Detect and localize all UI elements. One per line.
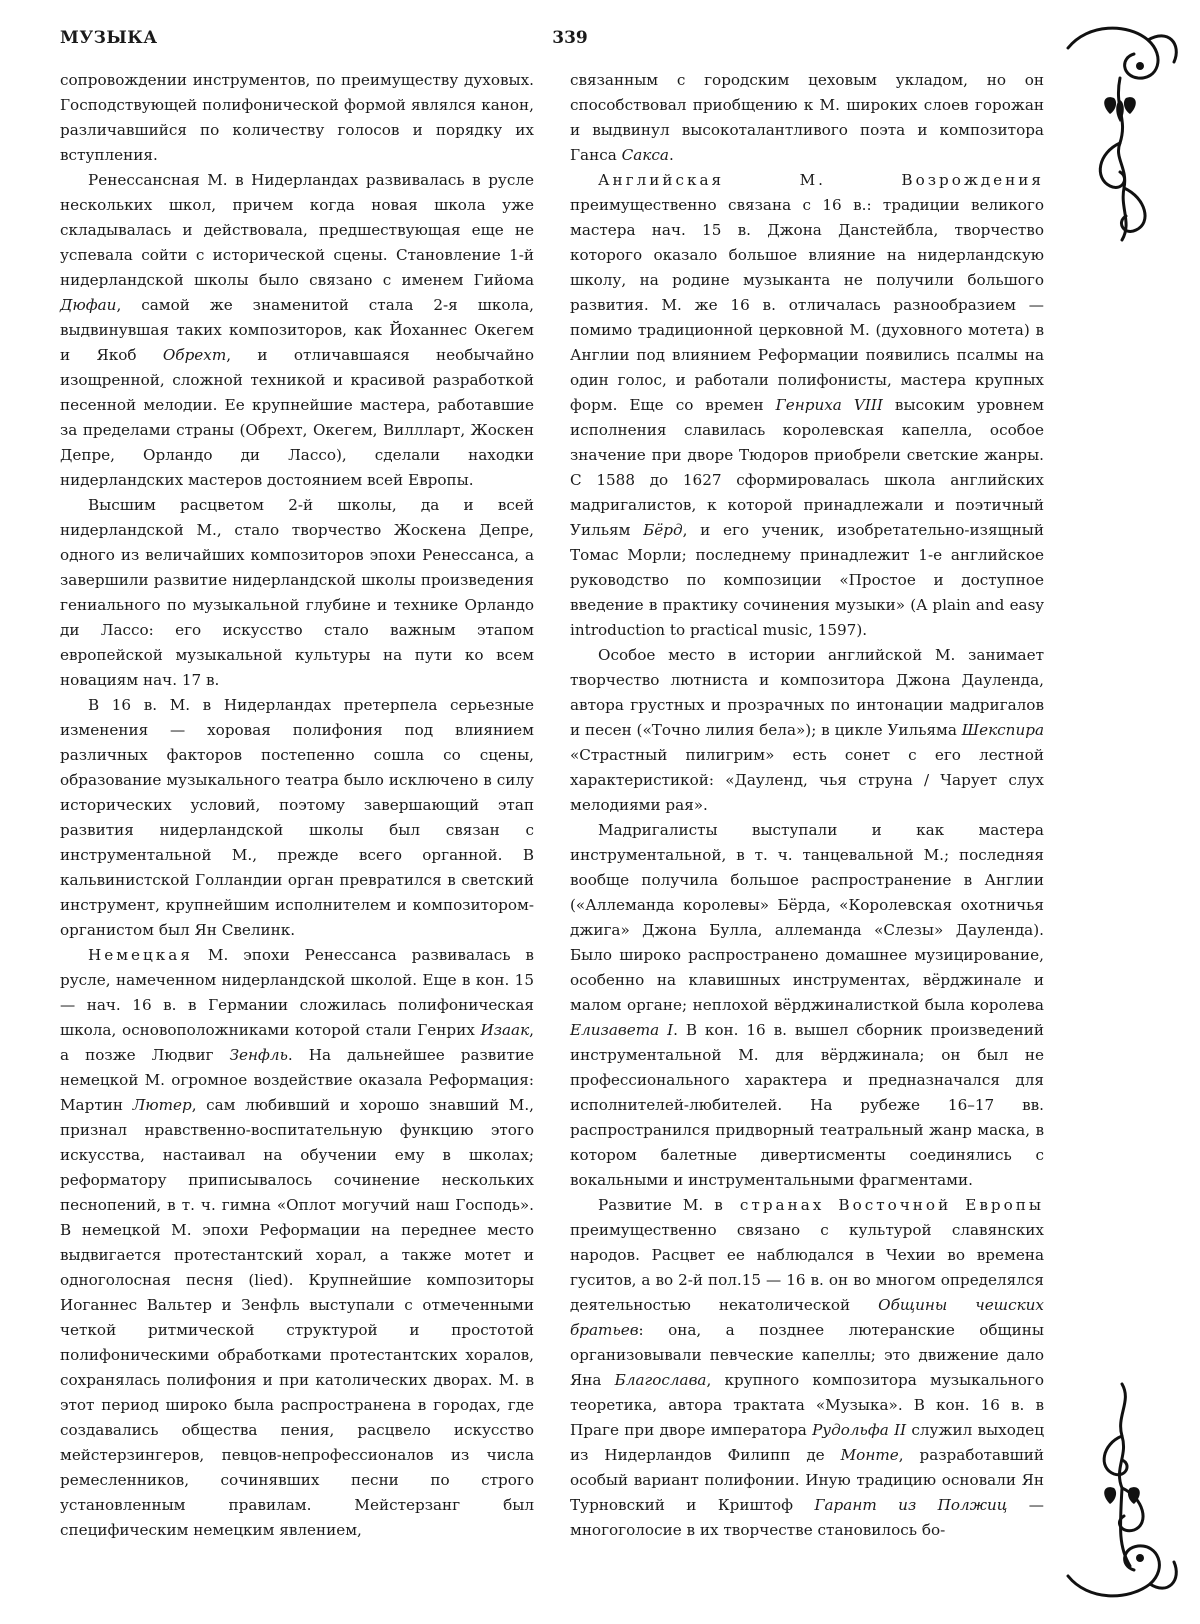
italic-name: Бёрд bbox=[643, 521, 683, 539]
text-run: высоким уровнем исполнения славилась королевская капелла, особое значение при дворе Тюдоров приобрели светские жанры. С 1588 до 1627 сформировалась школа английских мадригалистов, к которой принадлежали и поэтичный Уильям bbox=[570, 396, 1044, 539]
text-run: связанным с городским цеховым укладом, но он способствовал приобщению к М. широких слоев горожан и выдвинул высокоталантливого поэта и композитора Ганса bbox=[570, 71, 1044, 164]
text-run: . В кон. 16 в. вышел сборник произведений инструментальной М. для вёрджинала; он был не профессионального характера и предназначался для исполнителей-любителей. На рубеже 16–17 вв. распространился придворный театральный жанр маска, в котором балетные дивертисменты соединялись с вокальными и инструментальными фрагментами. bbox=[570, 1021, 1044, 1189]
left-column bbox=[60, 68, 534, 1543]
paragraph bbox=[60, 68, 534, 168]
paragraph bbox=[60, 493, 534, 693]
italic-name: Общины чешских братьев bbox=[570, 1296, 1044, 1339]
paragraph bbox=[570, 168, 1044, 643]
italic-name: Благослава bbox=[614, 1371, 707, 1389]
text-columns bbox=[60, 68, 1044, 1608]
text-run: : она, а позднее лютеранские общины организовывали певческие капеллы; это движение дало Яна bbox=[570, 1321, 1044, 1389]
swirl-ornament-bottom-icon bbox=[1058, 1376, 1188, 1608]
text-run: , разработавший особый вариант полифонии. Иную традицию основали Ян Турновский и Криштоф bbox=[570, 1446, 1044, 1514]
paragraph bbox=[570, 818, 1044, 1193]
page-header bbox=[60, 28, 1060, 56]
paragraph bbox=[60, 943, 534, 1543]
text-run: В 16 в. М. в Нидерландах претерпела серьезные изменения — хоровая полифония под влиянием различных факторов постепенно сошла со сцены, образование музыкального театра было исключено в силу исторических условий, поэтому завершающий этап развития нидерландской школы был связан с инструментальной М., прежде всего органной. В кальвинистской Голландии орган превратился в светский инструмент, крупнейшим исполнителем и композитором-органистом был Ян Свелинк. bbox=[60, 696, 534, 939]
text-run: Высшим расцветом 2-й школы, да и всей нидерландской М., стало творчество Жоскена Депре, одного из величайших композиторов эпохи Ренессанса, а завершили развитие нидерландской школы произведения гениального по музыкальной глубине и технике Орландо ди Лассо: его искусство стало важным этапом европейской музыкальной культуры на пути ко всем новациям нач. 17 в. bbox=[60, 496, 534, 689]
text-run: Развитие М. bbox=[598, 1196, 715, 1214]
text-run: , а позже Людвиг bbox=[60, 1021, 534, 1064]
paragraph bbox=[570, 1193, 1044, 1543]
italic-name: Изаак bbox=[480, 1021, 530, 1039]
italic-name: Шекспира bbox=[961, 721, 1044, 739]
paragraph bbox=[570, 643, 1044, 818]
italic-name: Лютер bbox=[132, 1096, 192, 1114]
text-run: «Страстный пилигрим» есть сонет с его лестной характеристикой: «Дауленд, чья струна / Чарует слух мелодиями рая». bbox=[570, 746, 1044, 814]
text-run: , крупного композитора музыкального теоретика, автора трактата «Музыка». В кон. 16 в. в Праге при дворе императора bbox=[570, 1371, 1044, 1439]
text-run: М. эпохи Ренессанса развивалась в русле, намеченном нидерландской школой. Еще в кон. 15 — нач. 16 в. в Германии сложилась полифоническая школа, основоположниками которой стали Генрих bbox=[60, 946, 534, 1039]
italic-name: Генриха VIII bbox=[775, 396, 883, 414]
text-run: , самой же знаменитой стала 2-я школа, выдвинувшая таких композиторов, как Йоханнес Окегем и Якоб bbox=[60, 296, 534, 364]
italic-name: Монте bbox=[840, 1446, 899, 1464]
text-run: . На дальнейшее развитие немецкой М. огромное воздействие оказала Реформация: Мартин bbox=[60, 1046, 534, 1114]
text-run: , сам любивший и хорошо знавший М., признал нравственно-воспитательную функцию этого искусства, настаивал на обучении ему в школах; реформатору приписывалось сочинение нескольких песнопений, в т. ч. гимна «Оплот могучий наш Господь». В немецкой М. эпохи Реформации на переднее место выдвигается протестантский хорал, а также мотет и одноголосная песня (lied). Крупнейшие композиторы Иоганнес Вальтер и Зенфль выступали с отмеченными четкой ритмической структурой и простотой полифоническими обработками протестантских хоралов, сохранялась полифония и при католических дворах. М. в этот период широко была распространена в городах, где создавались общества пения, расцвело искусство мейстерзингеров, певцов-непрофессионалов из числа ремесленников, сочинявших песни по строго установленным правилам. Мейстерзанг был специфическим немецким явлением, bbox=[60, 1096, 534, 1539]
text-run: Мадригалисты выступали и как мастера инструментальной, в т. ч. танцевальной М.; последняя вообще получила большое распространение в Англии («Аллеманда королевы» Бёрда, «Королевская охотничья джига» Джона Булла, аллеманда «Слезы» Дауленда). Было широко распространено домашнее музицирование, особенно на клавишных инструментах, вёрджинале и малом органе; неплохой вёрджиналисткой была королева bbox=[570, 821, 1044, 1014]
text-run: . bbox=[668, 146, 674, 164]
text-run: преимущественно связана с 16 в.: традиции великого мастера нач. 15 в. Джона Данстейбла, творчество которого оказало большое влияние на нидерландскую школу, на родине музыканта не получили большого развития. М. же 16 в. отличалась разнообразием — помимо традиционной церковной М. (духовного мотета) в Англии под влиянием Реформации появились псалмы на один голос, и работали полифонисты, мастера крупных форм. Еще со времен bbox=[570, 196, 1044, 414]
italic-name: Елизавета I bbox=[570, 1021, 674, 1039]
spaced-heading: Английская М. Возрождения bbox=[598, 171, 1044, 189]
text-run: — многоголосие в их творчестве становилось бо- bbox=[570, 1496, 1044, 1539]
spaced-heading: в странах Восточной Европы bbox=[714, 1196, 1044, 1214]
swirl-ornament-top-icon bbox=[1058, 18, 1188, 248]
paragraph bbox=[60, 168, 534, 493]
text-run: служил выходец из Нидерландов Филипп де bbox=[570, 1421, 1044, 1464]
page-number: 339 bbox=[552, 28, 588, 48]
paragraph bbox=[60, 693, 534, 943]
italic-name: Рудольфа II bbox=[812, 1421, 907, 1439]
text-run: , и его ученик, изобретательно-изящный Томас Морли; последнему принадлежит 1-е английское руководство по композиции «Простое и доступное введение в практику сочинения музыки» (A plain and easy introduction to practical music, 1597). bbox=[570, 521, 1044, 639]
italic-name: Дюфаи bbox=[60, 296, 117, 314]
text-run: Ренессансная М. в Нидерландах развивалась в русле нескольких школ, причем когда новая школа уже складывалась и действовала, предшествующая еще не успевала сойти с исторической сцены. Становление 1-й нидерландской школы было связано с именем Гийома bbox=[60, 171, 534, 289]
text-run: Особое место в истории английской М. занимает творчество лютниста и композитора Джона Дауленда, автора грустных и прозрачных по интонации мадригалов и песен («Точно лилия бела»); в цикле Уильяма bbox=[570, 646, 1044, 739]
paragraph bbox=[570, 68, 1044, 168]
italic-name: Гарант из Полжиц bbox=[814, 1496, 1008, 1514]
section-title: МУЗЫКА bbox=[60, 28, 158, 48]
italic-name: Обрехт bbox=[162, 346, 227, 364]
text-run: , и отличавшаяся необычайно изощренной, сложной техникой и красивой разработкой песенной мелодии. Ее крупнейшие мастера, работавшие за пределами страны (Обрехт, Окегем, Виллларт, Жоскен Депре, Орландо ди Лассо), сделали находки нидерландских мастеров достоянием всей Европы. bbox=[60, 346, 534, 489]
italic-name: Сакса bbox=[621, 146, 669, 164]
text-run: сопровождении инструментов, по преимуществу духовых. Господствующей полифонической формой являлся канон, различавшийся по количеству голосов и порядку их вступления. bbox=[60, 71, 534, 164]
text-run: преимущественно связано с культурой славянских народов. Расцвет ее наблюдался в Чехии во времена гуситов, а во 2-й пол.15 — 16 в. он во многом определялся деятельностью некатолической bbox=[570, 1221, 1044, 1314]
spaced-heading: Немецкая bbox=[88, 946, 193, 964]
right-column bbox=[570, 68, 1044, 1543]
italic-name: Зенфль bbox=[229, 1046, 288, 1064]
